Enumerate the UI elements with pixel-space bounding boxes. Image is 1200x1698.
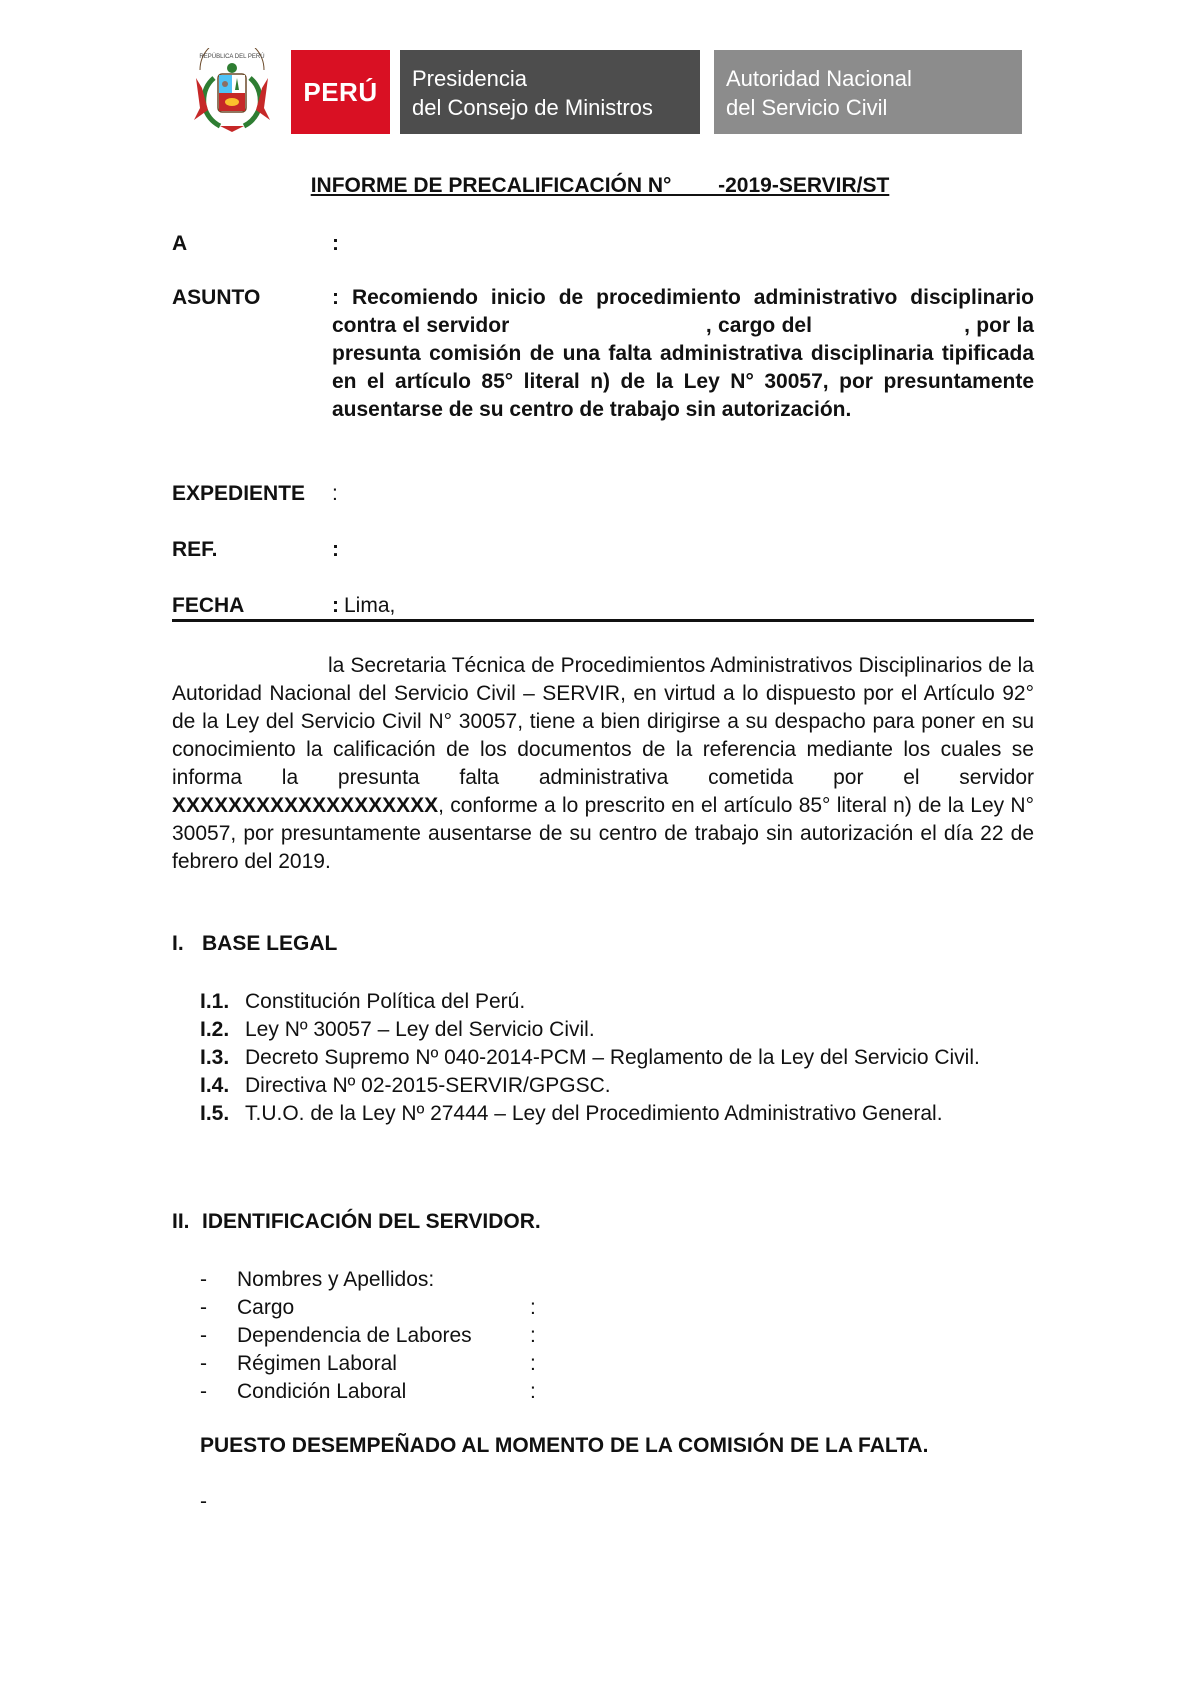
servant-field-label: Nombres y Apellidos: — [237, 1268, 435, 1291]
servant-field-colon: : — [530, 1324, 536, 1347]
field-expediente-colon: : — [332, 482, 338, 505]
servant-fields — [200, 1266, 800, 1406]
puesto-heading: PUESTO DESEMPEÑADO AL MOMENTO DE LA COMISIÓN DE LA FALTA. — [200, 1434, 929, 1457]
servir-line2: del Servicio Civil — [726, 95, 888, 120]
list-item-text: Constitución Política del Perú. — [245, 990, 526, 1013]
list-item-number: I.1. — [200, 990, 230, 1013]
servant-field-label: Cargo — [237, 1296, 295, 1319]
section-identificacion-number: II. — [172, 1210, 190, 1233]
list-item — [200, 988, 1034, 1016]
section-identificacion-title: IDENTIFICACIÓN DEL SERVIDOR. — [202, 1210, 541, 1233]
servant-field-label: Dependencia de Labores — [237, 1324, 472, 1347]
servant-field-row — [200, 1378, 800, 1406]
field-asunto — [172, 284, 1040, 454]
field-a-label: A — [172, 232, 188, 255]
pcm-logo — [400, 50, 700, 134]
field-dash: - — [200, 1380, 207, 1403]
field-ref-colon: : — [332, 538, 339, 561]
header-divider — [172, 619, 1034, 622]
list-item-number: I.4. — [200, 1074, 230, 1097]
field-asunto-text: : Recomiendo inicio de procedimiento administrativo disciplinario contra el servidor , cargo del , por la presunta comisión de una falta administrativa disciplinaria tipificada en el artículo 85° literal n) de la Ley N° 30057, por presuntamente ausentarse de su centro de trabajo sin autorización. — [332, 286, 1040, 421]
field-dash: - — [200, 1324, 207, 1347]
field-dash: - — [200, 1268, 207, 1291]
list-item-number: I.5. — [200, 1102, 230, 1125]
field-dash: - — [200, 1352, 207, 1375]
section-base-legal-heading — [172, 932, 337, 956]
intro-text-part1: la Secretaria Técnica de Procedimientos Administrativos Disciplinarios de la Autoridad Nacional del Servicio Civil – SERVIR, en virtud a lo dispuesto por el Artículo 92° de la Ley del Servicio Civil N° 30057, tiene a bien dirigirse a su despacho para poner en su conocimiento la calificación de los documentos de la referencia mediante los cuales se informa la presunta falta administrativa cometida por el servidor — [172, 654, 1034, 789]
field-ref — [172, 536, 1034, 564]
field-a — [172, 230, 1034, 258]
servant-field-row — [200, 1266, 800, 1294]
intro-text-part2: , conforme a lo prescrito en el artículo 85° literal n) de la Ley N° 30057, por presuntamente ausentarse de su centro de trabajo sin autorización el día 22 de febrero del 2019. — [172, 794, 1034, 873]
field-asunto-label: ASUNTO — [172, 286, 261, 309]
field-expediente — [172, 480, 1034, 508]
section-base-legal-number: I. — [172, 932, 184, 955]
servant-field-colon: : — [530, 1296, 536, 1319]
list-item — [200, 1100, 1034, 1128]
list-item — [200, 1044, 1034, 1072]
servant-field-row — [200, 1322, 800, 1350]
servant-name-placeholder: XXXXXXXXXXXXXXXXXXX — [172, 794, 439, 817]
document-title — [0, 174, 1200, 198]
servir-logo — [714, 50, 1022, 134]
intro-paragraph — [172, 652, 1034, 876]
field-fecha-value: Lima, — [344, 594, 396, 617]
peru-brand-logo: PERÚ — [291, 50, 390, 134]
puesto-dash: - — [200, 1490, 207, 1513]
list-item-text: T.U.O. de la Ley Nº 27444 – Ley del Procedimiento Administrativo General. — [245, 1102, 943, 1125]
servant-field-label: Régimen Laboral — [237, 1352, 397, 1375]
field-expediente-label: EXPEDIENTE — [172, 482, 306, 505]
list-item-text: Ley Nº 30057 – Ley del Servicio Civil. — [245, 1018, 595, 1041]
list-item-text: Directiva Nº 02-2015-SERVIR/GPGSC. — [245, 1074, 611, 1097]
servant-field-colon: : — [530, 1352, 536, 1375]
list-item — [200, 1072, 1034, 1100]
section-identificacion-heading — [172, 1210, 541, 1234]
field-dash: - — [200, 1296, 207, 1319]
field-fecha-colon: : — [332, 594, 339, 617]
pcm-line1: Presidencia — [412, 66, 527, 91]
list-item-number: I.3. — [200, 1046, 230, 1069]
list-item-number: I.2. — [200, 1018, 230, 1041]
base-legal-list — [200, 988, 1034, 1128]
list-item-text: Decreto Supremo Nº 040-2014-PCM – Reglamento de la Ley del Servicio Civil. — [245, 1046, 980, 1069]
section-base-legal-title: BASE LEGAL — [202, 932, 338, 955]
field-fecha-label: FECHA — [172, 594, 245, 617]
servant-field-colon: : — [530, 1380, 536, 1403]
document-title-text: INFORME DE PRECALIFICACIÓN N° -2019-SERVIR/ST — [310, 174, 890, 197]
servir-line1: Autoridad Nacional — [726, 66, 912, 91]
servant-field-label: Condición Laboral — [237, 1380, 407, 1403]
field-fecha — [172, 592, 1034, 620]
servant-field-row — [200, 1350, 800, 1378]
emblem-caption: REPÚBLICA DEL PERÚ — [199, 54, 265, 60]
peru-coat-of-arms-icon — [192, 48, 272, 134]
list-item — [200, 1016, 1034, 1044]
pcm-line2: del Consejo de Ministros — [412, 95, 653, 120]
servant-field-row — [200, 1294, 800, 1322]
field-a-colon: : — [332, 232, 339, 255]
field-ref-label: REF. — [172, 538, 218, 561]
header-logos — [192, 48, 1022, 134]
